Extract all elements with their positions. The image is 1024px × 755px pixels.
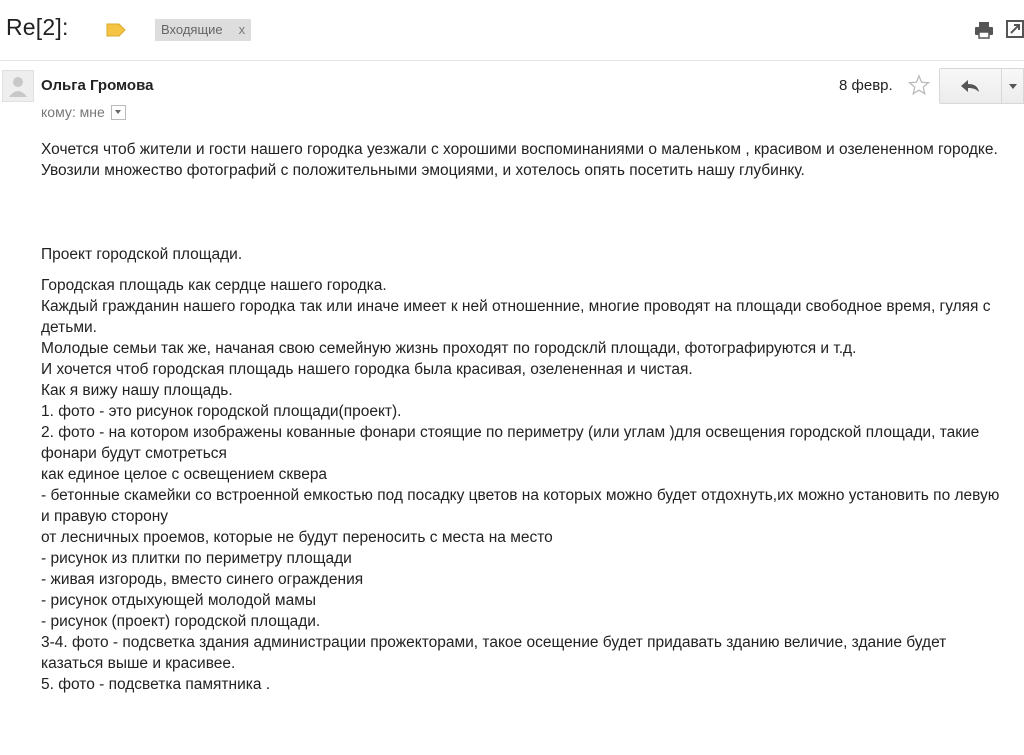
body-line: 2. фото - на котором изображены кованные фонари стоящие по периметру (или углам )для освещения городской площади, такие фонари будут смотреться	[41, 424, 980, 462]
body-line: 5. фото - подсветка памятника .	[41, 676, 271, 693]
project-title: Проект городской площади.	[41, 246, 243, 263]
reply-button-group	[939, 68, 1024, 104]
inbox-label-text: Входящие	[161, 22, 223, 37]
body-line: - рисунок из плитки по периметру площади	[41, 550, 352, 567]
print-icon[interactable]	[974, 21, 994, 39]
body-line: Молодые семьи так же, начаная свою семейную жизнь проходят по городсклй площади, фотографируются и т.д.	[41, 340, 857, 357]
body-line: Городская площадь как сердце нашего городка.	[41, 277, 387, 294]
body-line: Как я вижу нашу площадь.	[41, 382, 233, 399]
star-icon[interactable]	[908, 74, 930, 96]
body-line: Каждый гражданин нашего городка так или иначе имеет к ней отношенние, многие проводят на площади свободное время, гуляя с детьми.	[41, 298, 991, 336]
show-details-dropdown[interactable]	[111, 105, 126, 120]
reply-icon	[960, 79, 980, 93]
inbox-label-chip	[155, 19, 251, 41]
recipient-line	[41, 104, 126, 120]
body-line: 3-4. фото - подсветка здания администрации прожекторами, такое осещение будет придавать зданию величие, здание будет казаться выше и красивее.	[41, 634, 947, 672]
body-line: - живая изгородь, вместо синего ограждения	[41, 571, 364, 588]
recipient-text: кому: мне	[41, 104, 105, 120]
body-line: как единое целое с освещением сквера	[41, 466, 328, 483]
body-line: 1. фото - это рисунок городской площади(проект).	[41, 403, 402, 420]
reply-button[interactable]	[939, 68, 1002, 104]
label-tag-icon[interactable]	[106, 22, 126, 38]
more-actions-button[interactable]	[1002, 68, 1024, 104]
subject-bar	[0, 0, 1024, 61]
sender-name[interactable]: Ольга Громова	[41, 77, 154, 94]
message-date: 8 февр.	[839, 77, 893, 94]
body-line: - рисунок отдыхующей молодой мамы	[41, 592, 316, 609]
remove-label-button[interactable]: x	[238, 22, 246, 37]
new-window-icon[interactable]	[1006, 20, 1024, 38]
body-line: от лесничных проемов, которые не будут переносить с места на место	[41, 529, 553, 546]
body-line: - бетонные скамейки со встроенной емкостью под посадку цветов на которых можно будет отдохнуть,их можно установить по левую и правую сторону	[41, 487, 1000, 525]
avatar-icon	[2, 70, 34, 102]
message-body	[41, 139, 1001, 695]
body-line: - рисунок (проект) городской площади.	[41, 613, 321, 630]
email-subject: Re[2]:	[6, 14, 69, 40]
body-line: И хочется чтоб городская площадь нашего городка была красивая, озелененная и чистая.	[41, 361, 693, 378]
intro-paragraph: Хочется чтоб жители и гости нашего городка уезжали с хорошими воспоминаниями о маленьком , красивом и озелененном городке. Увозили множество фотографий с положительными эмоциями, и хотелось опять посетить нашу глубинку.	[41, 141, 998, 179]
